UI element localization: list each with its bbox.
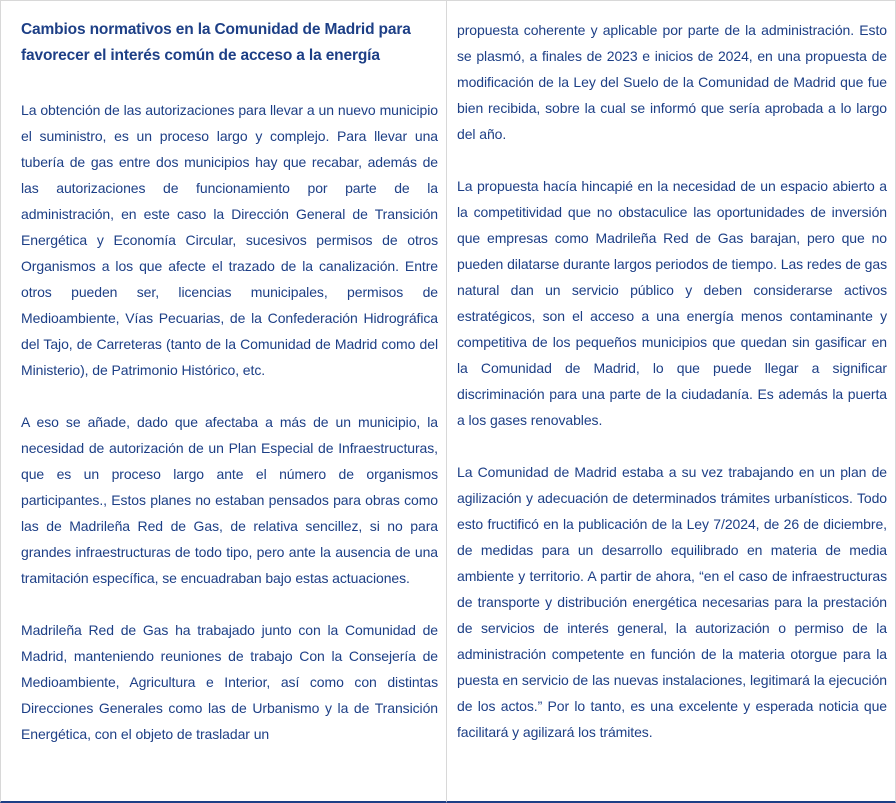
left-column: [0, 0, 447, 803]
article-heading: Cambios normativos en la Comunidad de Madrid para favorecer el interés común de acceso a la energía: [21, 21, 411, 64]
paragraph-new-law: La Comunidad de Madrid estaba a su vez trabajando en un plan de agilización y adecuación de determinados trámites urbanísticos. Todo esto fructificó en la publicación de la Ley 7/2024, de 26 de diciembre, de medidas para un desarrollo equilibrado en materia de media ambiente y territorio. A partir de ahora, “en el caso de infraestructuras de transporte y distribución energética necesarias para la prestación de servicios de interés general, la autorización o permiso de la administración competente en función de la materia otorgue para la puesta en servicio de las nuevas instalaciones, legitimará la ejecución de los actos.” Por lo tanto, es una excelente y esperada noticia que facilitará y agilizará los trámites.: [457, 464, 887, 740]
right-column: [447, 0, 896, 803]
paragraph-collaboration: Madrileña Red de Gas ha trabajado junto con la Comunidad de Madrid, manteniendo reuniones de trabajo Con la Consejería de Medioambiente, Agricultura e Interior, así como con distintas Direcciones Generales como las de Urbanismo y la de Transición Energética, con el objeto de trasladar un: [21, 622, 438, 742]
paragraph-authorizations: La obtención de las autorizaciones para llevar a un nuevo municipio el suministro, es un proceso largo y complejo. Para llevar una tubería de gas entre dos municipios hay que recabar, además de las autorizaciones de funcionamiento por parte de la administración, en este caso la Dirección General de Transición Energética y Economía Circular, sucesivos permisos de otros Organismos a los que afecte el trazado de la canalización. Entre otros pueden ser, licencias municipales, permisos de Medioambiente, Vías Pecuarias, de la Confederación Hidrográfica del Tajo, de Carreteras (tanto de la Comunidad de Madrid como del Ministerio), de Patrimonio Histórico, etc.: [21, 102, 438, 378]
paragraph-competitiveness: La propuesta hacía hincapié en la necesidad de un espacio abierto a la competitividad que no obstaculice las oportunidades de inversión que empresas como Madrileña Red de Gas barajan, pero que no pueden dilatarse durante largos periodos de tiempo. Las redes de gas natural dan un servicio público y deben considerarse activos estratégicos, son el acceso a una energía menos contaminante y competitiva de los pequeños municipios que quedan sin gasificar en la Comunidad de Madrid, lo que puede llegar a significar discriminación para una parte de la ciudadanía. Es además la puerta a los gases renovables.: [457, 178, 887, 428]
paragraph-proposal-continuation: propuesta coherente y aplicable por parte de la administración. Esto se plasmó, a finales de 2023 e inicios de 2024, en una propuesta de modificación de la Ley del Suelo de la Comunidad de Madrid que fue bien recibida, sobre la cual se informó que sería aprobada a lo largo del año.: [457, 22, 887, 142]
paragraph-special-plan: A eso se añade, dado que afectaba a más de un municipio, la necesidad de autorización de un Plan Especial de Infraestructuras, que es un proceso largo ante el número de organismos participantes., Estos planes no estaban pensados para obras como las de Madrileña Red de Gas, de relativa sencillez, si no para grandes infraestructuras de todo tipo, pero ante la ausencia de una tramitación específica, se encuadraban bajo estas actuaciones.: [21, 414, 438, 586]
